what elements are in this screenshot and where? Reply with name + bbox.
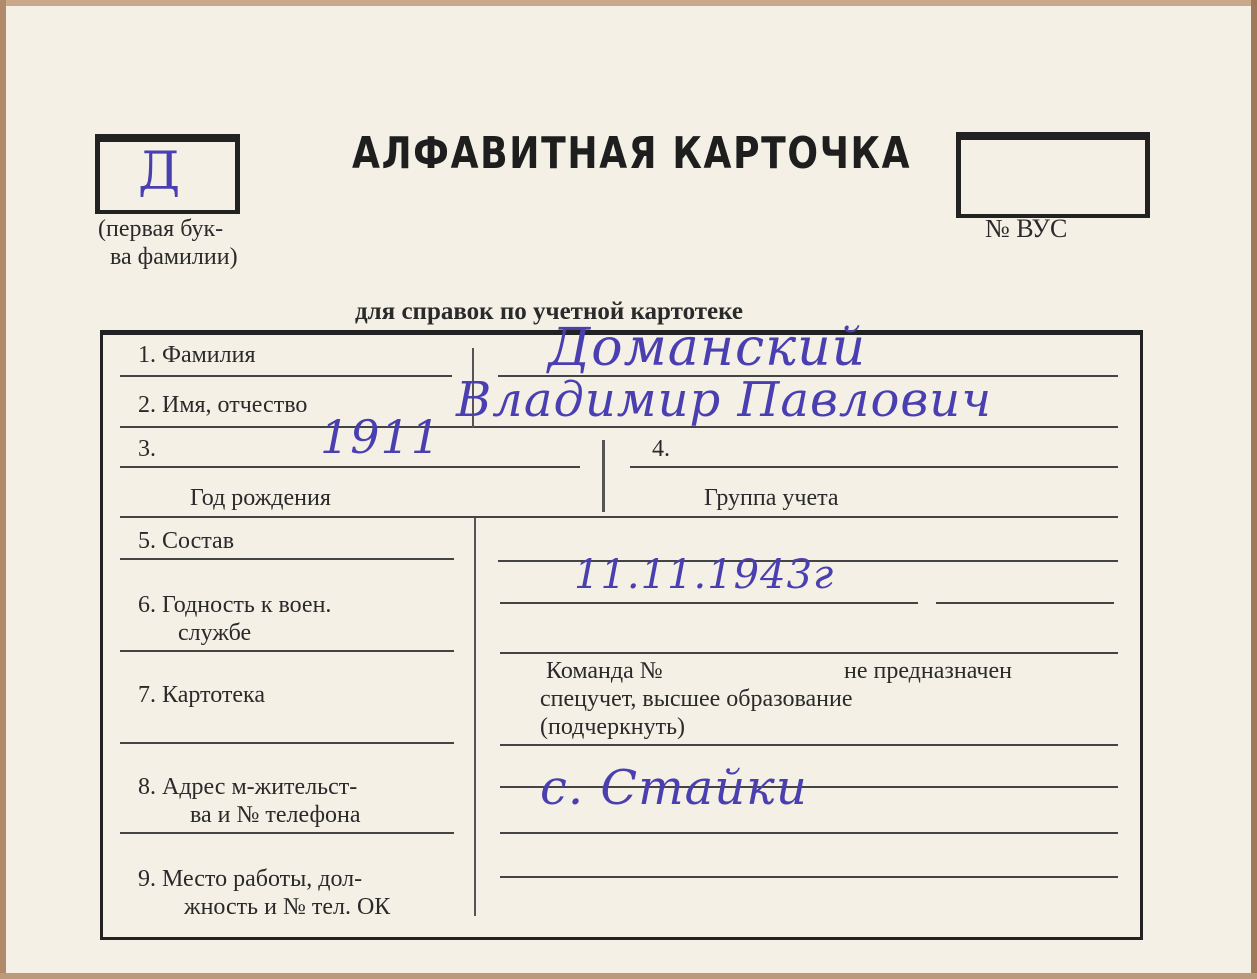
field-9-label-line2: жность и № тел. ОК [184,894,391,920]
rule [500,652,1118,654]
rule [120,558,454,560]
field-8-label-line1: 8. Адрес м-жительст- [138,774,358,800]
field-8-label-line2: ва и № телефона [190,802,361,828]
card-edge-right [1251,0,1257,979]
field-6-label-line1: 6. Годность к воен. [138,592,332,618]
card-edge-top [0,0,1257,6]
card-subtitle: для справок по учетной картотеке [355,298,744,325]
rule [500,744,1118,746]
rule [120,742,454,744]
rule [630,466,1118,468]
field-7-label: 7. Картотека [138,682,265,708]
command-line3: (подчеркнуть) [540,714,686,740]
rule [500,832,1118,834]
command-line1b: не предназначен [844,658,1012,684]
group-caption: Группа учета [704,485,839,511]
handwritten-birth-year: 1911 [320,410,442,464]
divider [474,518,476,916]
command-line1: Команда № [546,658,663,684]
vus-label: № ВУС [985,214,1068,243]
rule [936,602,1114,604]
rule [120,832,454,834]
field-name-label: 2. Имя, отчество [138,392,308,418]
rule [120,650,454,652]
card-edge-bottom [0,973,1257,979]
handwritten-surname: Доманский [548,318,867,378]
handwritten-address: с. Стайки [540,760,808,816]
divider [602,440,605,512]
rule [500,876,1118,878]
handwritten-name-patronymic: Владимир Павлович [456,372,993,428]
field-6-label-line2: службе [178,620,252,646]
card-edge-left [0,0,6,979]
field-4-label: 4. [652,436,670,462]
surname-letter-handwritten: Д [138,142,182,202]
rule [120,466,580,468]
field-surname-label: 1. Фамилия [138,342,256,368]
birth-year-caption: Год рождения [190,485,331,511]
field-3-label: 3. [138,436,156,462]
command-line2: спецучет, высшее образование [540,686,853,712]
rule [120,375,452,377]
letter-caption-line2: ва фамилии) [110,244,238,270]
letter-caption-line1: (первая бук- [98,216,224,242]
rule [120,516,1118,518]
field-5-label: 5. Состав [138,528,235,554]
vus-box [956,132,1150,218]
handwritten-date: 11.11.1943г [574,552,835,598]
card-title: АЛФАВИТНАЯ КАРТОЧКА [352,128,912,179]
rule [500,602,918,604]
field-9-label-line1: 9. Место работы, дол- [138,866,363,892]
